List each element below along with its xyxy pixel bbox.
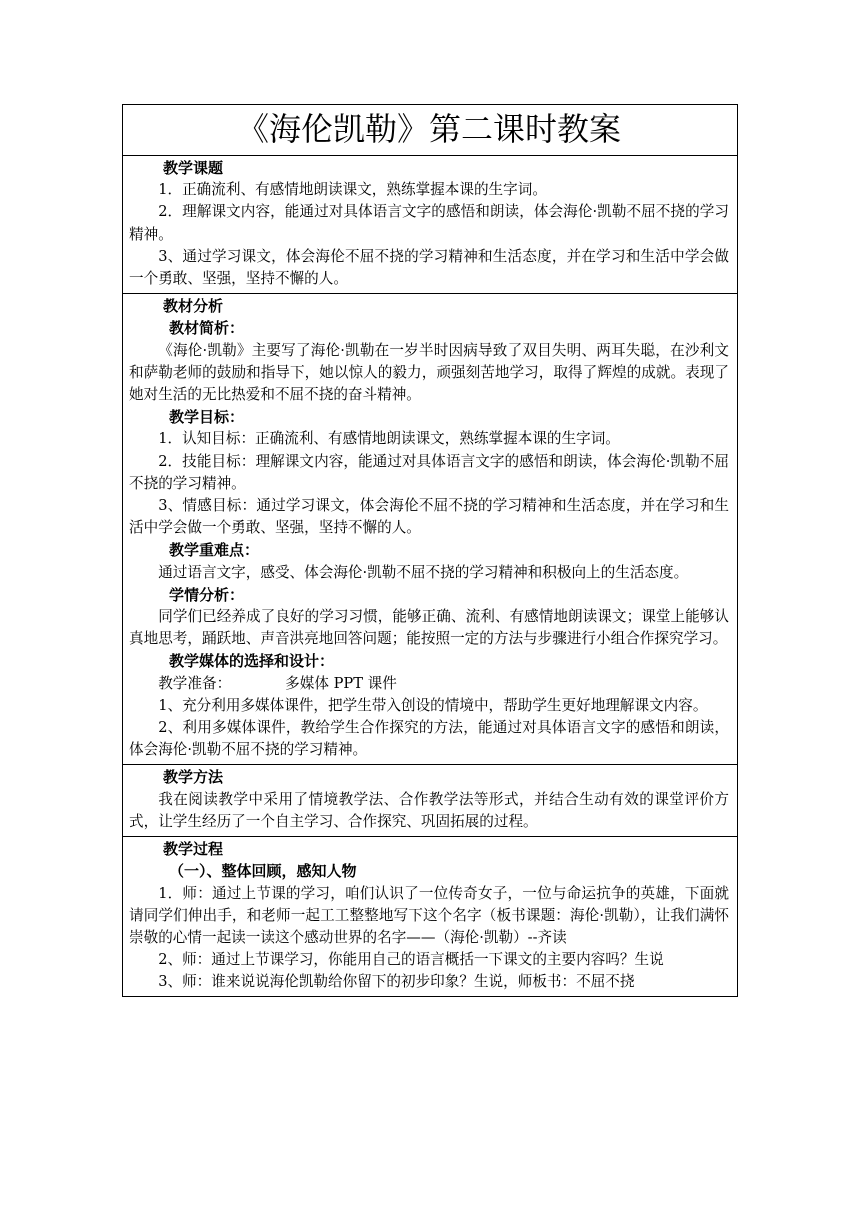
key-heading: 教学重难点： [169, 541, 260, 560]
topic-item: 2．理解课文内容，能通过对具体语言文字的感悟和朗读，体会海伦·凯勒不屈不挠的学习精神。 [129, 203, 729, 243]
material-heading: 教材分析 [163, 297, 224, 316]
method-row [123, 765, 738, 837]
learner-text: 同学们已经养成了良好的学习习惯，能够正确、流利、有感情地朗读课文；课堂上能够认真地思考，踊跃地、声音洪亮地回答问题；能按照一定的方法与步骤进行小组合作探究学习。 [129, 608, 729, 648]
step-heading: （一）、整体回顾，感知人物 [169, 862, 357, 881]
method-cell [123, 765, 738, 837]
process-item: 3、师：谁来说说海伦凯勒给你留下的初步印象？生说，师板书：不屈不挠 [158, 973, 635, 991]
lesson-plan-page [122, 104, 738, 997]
prep-line [129, 673, 729, 695]
process-item: 1．师：通过上节课的学习，咱们认识了一位传奇女子，一位与命运抗争的英雄，下面就请同学们伸出手，和老师一起工工整整地写下这个名字（板书课题：海伦·凯勒），让我们满怀崇敬的心情一起读一读这个感动世界的名字——（海伦·凯勒）--齐读 [129, 884, 729, 946]
method-heading: 教学方法 [163, 768, 224, 787]
intro-heading: 教材简析： [169, 319, 245, 338]
page-title: 《海伦凯勒》第二课时教案 [236, 110, 621, 148]
key-text: 通过语言文字，感受、体会海伦·凯勒不屈不挠的学习精神和积极向上的生活态度。 [158, 563, 689, 581]
goal-item: 2．技能目标：理解课文内容，能通过对具体语言文字的感悟和朗读，体会海伦·凯勒不屈不挠的学习精神。 [129, 452, 729, 492]
learner-heading: 学情分析： [169, 585, 245, 604]
topic-row [123, 156, 738, 294]
topic-item: 1．正确流利、有感情地朗读课文，熟练掌握本课的生字词。 [158, 181, 547, 199]
media-item: 2、利用多媒体课件，教给学生合作探究的方法，能通过对具体语言文字的感悟和朗读，体会海伦·凯勒不屈不挠的学习精神。 [129, 719, 729, 759]
process-item: 2、师：通过上节课学习，你能用自己的语言概括一下课文的主要内容吗？生说 [158, 951, 664, 969]
intro-text: 《海伦·凯勒》主要写了海伦·凯勒在一岁半时因病导致了双目失明、两耳失聪，在沙利文和萨勒老师的鼓励和指导下，她以惊人的毅力，顽强刻苦地学习，取得了辉煌的成就。表现了她对生活的无比热爱和不屈不挠的奋斗精神。 [129, 341, 729, 404]
media-item: 1、充分利用多媒体课件，把学生带入创设的情境中，帮助学生更好地理解课文内容。 [158, 696, 708, 714]
prep-label: 教学准备： [158, 674, 232, 692]
material-row [123, 294, 738, 765]
topic-heading: 教学课题 [163, 159, 224, 177]
media-heading: 教学媒体的选择和设计： [169, 652, 335, 671]
method-text: 我在阅读教学中采用了情境教学法、合作教学法等形式，并结合生动有效的课堂评价方式，让学生经历了一个自主学习、合作探究、巩固拓展的过程。 [129, 790, 729, 830]
prep-value: 多媒体 PPT 课件 [285, 674, 397, 692]
process-row [123, 837, 738, 997]
topic-item: 3、通过学习课文，体会海伦不屈不挠的学习精神和生活态度，并在学习和生活中学会做一个勇敢、坚强，坚持不懈的人。 [129, 247, 729, 288]
title-row [123, 105, 738, 156]
material-cell [123, 294, 738, 765]
goal-item: 1．认知目标：正确流利、有感情地朗读课文，熟练掌握本课的生字词。 [158, 430, 620, 448]
lesson-plan-table [122, 104, 738, 997]
topic-cell [123, 156, 738, 294]
process-cell [123, 837, 738, 997]
title-cell [123, 105, 738, 156]
process-heading: 教学过程 [163, 840, 224, 859]
goal-item: 3、情感目标：通过学习课文，体会海伦不屈不挠的学习精神和生活态度，并在学习和生活中学会做一个勇敢、坚强，坚持不懈的人。 [129, 497, 729, 537]
goals-heading: 教学目标： [169, 408, 245, 427]
